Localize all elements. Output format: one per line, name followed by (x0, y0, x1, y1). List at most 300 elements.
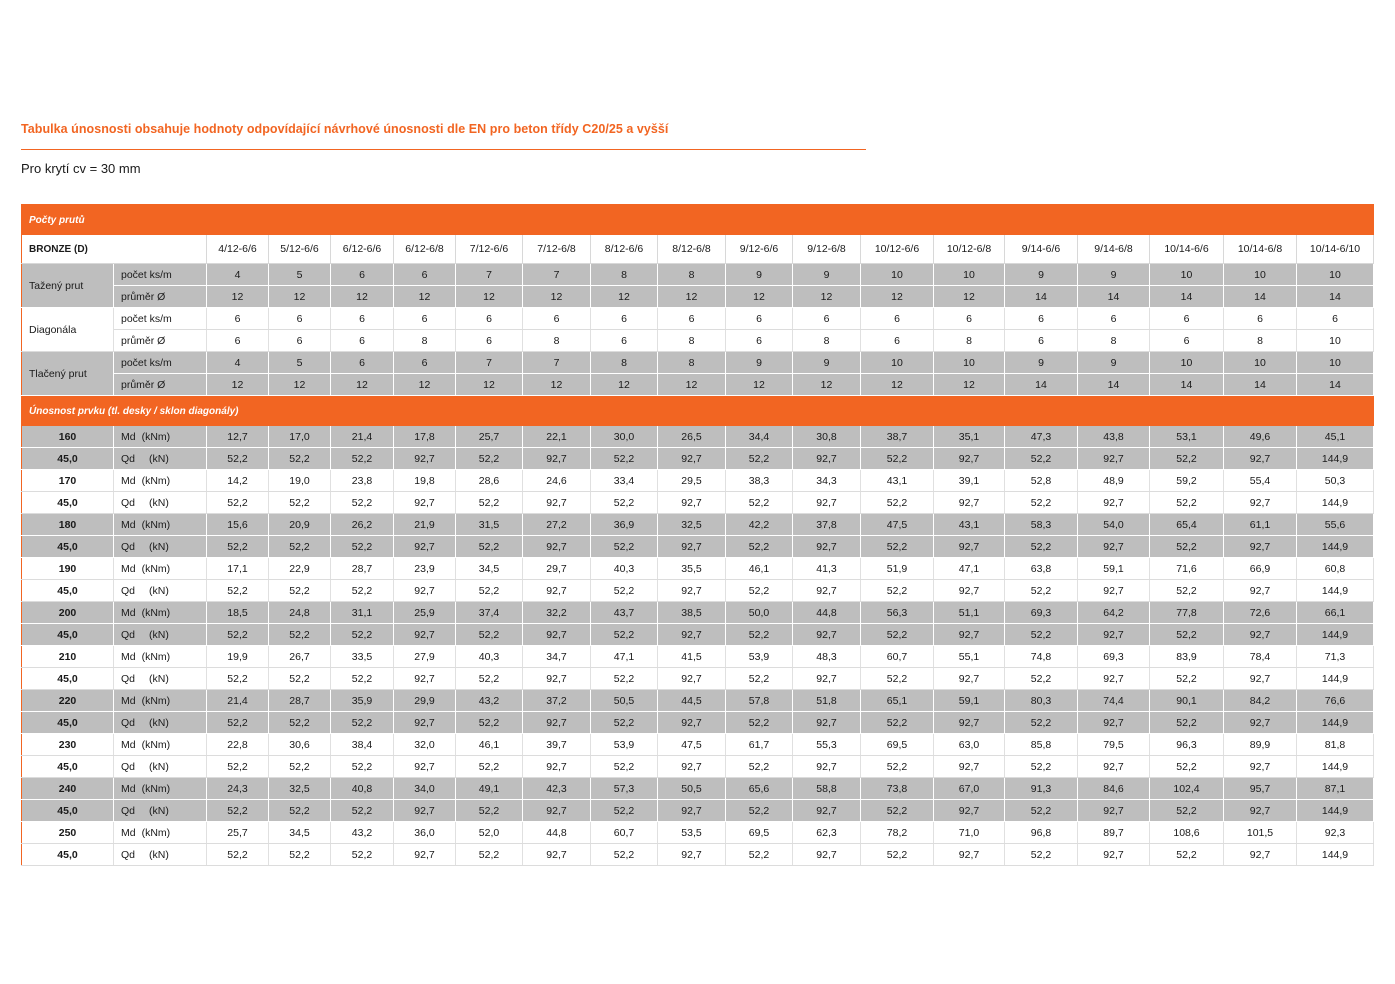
table-cell: 74,8 (1005, 646, 1078, 668)
table-cell: 92,7 (658, 800, 726, 822)
table-row (22, 470, 1374, 492)
table-cell: 144,9 (1297, 448, 1374, 470)
table-cell: 92,7 (1224, 536, 1297, 558)
table-cell: 52,2 (456, 844, 523, 866)
table-cell: 21,4 (331, 426, 394, 448)
table-cell: 52,2 (591, 712, 658, 734)
table-cell: 52,2 (331, 492, 394, 514)
table-cell: 92,7 (793, 536, 861, 558)
table-row (22, 558, 1374, 580)
table-cell: 52,2 (207, 492, 269, 514)
table-cell: 32,5 (658, 514, 726, 536)
quantity-symbol: Qd (121, 628, 136, 641)
table-cell: 48,9 (1078, 470, 1150, 492)
table-cell: 10 (861, 352, 934, 374)
quantity-symbol: Md (121, 518, 136, 531)
table-cell: 12 (658, 286, 726, 308)
table-cell: 50,5 (591, 690, 658, 712)
table-cell: 52,2 (726, 712, 793, 734)
slab-thickness: 180 (22, 514, 114, 536)
quantity-unit: (kNm) (141, 562, 171, 575)
table-cell: 52,0 (456, 822, 523, 844)
quantity-unit: (kN) (149, 452, 169, 465)
table-cell: 92,7 (658, 448, 726, 470)
column-header: 6/12-6/6 (331, 235, 394, 264)
table-cell: 52,2 (456, 580, 523, 602)
table-cell: 43,2 (456, 690, 523, 712)
table-cell: 34,3 (793, 470, 861, 492)
table-cell: 9 (726, 352, 793, 374)
column-header: 10/12-6/8 (934, 235, 1005, 264)
quantity-unit: (kN) (149, 584, 169, 597)
table-cell: 52,2 (1005, 624, 1078, 646)
table-cell: 52,2 (1005, 712, 1078, 734)
table-cell: 12 (793, 286, 861, 308)
diagonal-angle: 45,0 (22, 536, 114, 558)
table-cell: 24,6 (523, 470, 591, 492)
table-cell: 144,9 (1297, 844, 1374, 866)
table-cell: 92,7 (523, 712, 591, 734)
table-cell: 52,2 (591, 492, 658, 514)
table-cell: 92,7 (394, 756, 456, 778)
table-cell: 34,5 (269, 822, 331, 844)
table-cell: 52,2 (207, 844, 269, 866)
table-cell: 38,7 (861, 426, 934, 448)
table-cell: 90,1 (1150, 690, 1224, 712)
table-cell: 6 (726, 330, 793, 352)
capacity-table-container (21, 204, 1373, 866)
table-cell: 54,0 (1078, 514, 1150, 536)
column-header: 10/14-6/6 (1150, 235, 1224, 264)
column-header: 9/14-6/8 (1078, 235, 1150, 264)
table-cell: 9 (1005, 264, 1078, 286)
table-cell: 52,2 (269, 844, 331, 866)
table-cell: 92,7 (1224, 756, 1297, 778)
table-cell: 95,7 (1224, 778, 1297, 800)
table-cell: 39,1 (934, 470, 1005, 492)
table-cell: 144,9 (1297, 800, 1374, 822)
table-cell: 6 (394, 264, 456, 286)
table-cell: 92,7 (793, 448, 861, 470)
table-cell: 55,1 (934, 646, 1005, 668)
table-cell: 92,7 (523, 580, 591, 602)
table-cell: 39,7 (523, 734, 591, 756)
table-cell: 74,4 (1078, 690, 1150, 712)
table-row (22, 800, 1374, 822)
table-cell: 71,6 (1150, 558, 1224, 580)
table-cell: 41,5 (658, 646, 726, 668)
table-cell: 52,2 (331, 800, 394, 822)
table-cell: 61,7 (726, 734, 793, 756)
table-cell: 92,7 (658, 624, 726, 646)
table-cell: 84,2 (1224, 690, 1297, 712)
quantity-symbol: Qd (121, 760, 136, 773)
table-cell: 57,8 (726, 690, 793, 712)
table-cell: 52,2 (1005, 800, 1078, 822)
table-row (22, 822, 1374, 844)
table-cell: 28,6 (456, 470, 523, 492)
table-cell: 53,9 (591, 734, 658, 756)
table-cell: 63,8 (1005, 558, 1078, 580)
quantity-symbol: Qd (121, 452, 136, 465)
quantity-label (114, 800, 207, 822)
table-cell: 24,3 (207, 778, 269, 800)
table-cell: 14 (1078, 374, 1150, 396)
quantity-symbol: Qd (121, 496, 136, 509)
table-cell: 35,1 (934, 426, 1005, 448)
table-cell: 80,3 (1005, 690, 1078, 712)
table-cell: 19,0 (269, 470, 331, 492)
table-cell: 52,2 (207, 536, 269, 558)
table-cell: 52,2 (861, 668, 934, 690)
table-cell: 52,2 (591, 800, 658, 822)
table-cell: 52,2 (861, 624, 934, 646)
table-cell: 44,8 (793, 602, 861, 624)
table-cell: 51,1 (934, 602, 1005, 624)
cover-note: Pro krytí cv = 30 mm (21, 161, 141, 176)
table-cell: 10 (934, 352, 1005, 374)
table-cell: 52,2 (591, 668, 658, 690)
table-cell: 52,2 (207, 756, 269, 778)
table-cell: 52,2 (861, 448, 934, 470)
table-cell: 52,2 (591, 756, 658, 778)
table-cell: 92,7 (658, 580, 726, 602)
page-heading: Tabulka únosnosti obsahuje hodnoty odpovídající návrhové únosnosti dle EN pro beton třídy C20/25 a vyšší (21, 122, 669, 136)
section-header-row (22, 205, 1374, 236)
column-header-row (22, 235, 1374, 264)
table-cell: 59,1 (1078, 558, 1150, 580)
table-cell: 73,8 (861, 778, 934, 800)
table-cell: 12 (591, 286, 658, 308)
table-cell: 60,8 (1297, 558, 1374, 580)
quantity-label (114, 558, 207, 580)
table-cell: 48,3 (793, 646, 861, 668)
quantity-symbol: Qd (121, 540, 136, 553)
table-cell: 144,9 (1297, 756, 1374, 778)
table-cell: 52,2 (726, 580, 793, 602)
table-cell: 52,2 (1150, 668, 1224, 690)
table-cell: 22,9 (269, 558, 331, 580)
table-cell: 52,2 (207, 448, 269, 470)
table-cell: 8 (658, 264, 726, 286)
table-cell: 26,2 (331, 514, 394, 536)
table-cell: 6 (207, 330, 269, 352)
table-cell: 59,2 (1150, 470, 1224, 492)
table-cell: 92,7 (394, 800, 456, 822)
table-cell: 21,4 (207, 690, 269, 712)
table-cell: 85,8 (1005, 734, 1078, 756)
table-cell: 23,9 (394, 558, 456, 580)
table-cell: 47,1 (591, 646, 658, 668)
table-cell: 52,2 (1005, 844, 1078, 866)
table-cell: 92,7 (1078, 492, 1150, 514)
table-cell: 37,4 (456, 602, 523, 624)
table-cell: 52,2 (1005, 492, 1078, 514)
quantity-label (114, 756, 207, 778)
quantity-symbol: Md (121, 826, 136, 839)
table-cell: 9 (793, 264, 861, 286)
table-cell: 92,7 (1224, 844, 1297, 866)
table-cell: 92,7 (1224, 448, 1297, 470)
table-cell: 12 (207, 286, 269, 308)
table-row (22, 712, 1374, 734)
table-cell: 144,9 (1297, 580, 1374, 602)
group-label: Tažený prut (22, 264, 114, 308)
table-cell: 12 (726, 286, 793, 308)
table-cell: 52,2 (1150, 844, 1224, 866)
table-cell: 92,3 (1297, 822, 1374, 844)
table-cell: 6 (269, 330, 331, 352)
quantity-symbol: Md (121, 738, 136, 751)
table-cell: 69,3 (1005, 602, 1078, 624)
table-cell: 52,2 (456, 668, 523, 690)
row-label: počet ks/m (114, 264, 207, 286)
table-cell: 92,7 (1224, 668, 1297, 690)
table-cell: 10 (1150, 264, 1224, 286)
quantity-unit: (kNm) (141, 650, 171, 663)
table-cell: 52,2 (207, 712, 269, 734)
table-cell: 37,8 (793, 514, 861, 536)
table-cell: 58,3 (1005, 514, 1078, 536)
table-cell: 52,2 (331, 624, 394, 646)
quantity-unit: (kNm) (141, 738, 171, 751)
table-cell: 69,5 (861, 734, 934, 756)
table-row (22, 646, 1374, 668)
table-cell: 52,2 (456, 536, 523, 558)
table-cell: 52,2 (456, 624, 523, 646)
table-cell: 92,7 (658, 844, 726, 866)
table-cell: 52,2 (269, 536, 331, 558)
table-cell: 60,7 (861, 646, 934, 668)
table-cell: 50,5 (658, 778, 726, 800)
table-cell: 92,7 (523, 448, 591, 470)
quantity-unit: (kN) (149, 716, 169, 729)
table-cell: 92,7 (1224, 800, 1297, 822)
table-cell: 17,8 (394, 426, 456, 448)
table-cell: 92,7 (1078, 844, 1150, 866)
table-row (22, 492, 1374, 514)
table-cell: 41,3 (793, 558, 861, 580)
table-cell: 43,1 (861, 470, 934, 492)
table-cell: 67,0 (934, 778, 1005, 800)
table-cell: 14 (1150, 286, 1224, 308)
table-cell: 26,7 (269, 646, 331, 668)
table-cell: 21,9 (394, 514, 456, 536)
table-cell: 52,2 (591, 624, 658, 646)
table-cell: 144,9 (1297, 668, 1374, 690)
section-header-row (22, 396, 1374, 427)
table-cell: 92,7 (658, 536, 726, 558)
table-cell: 12 (861, 286, 934, 308)
quantity-symbol: Qd (121, 672, 136, 685)
table-cell: 102,4 (1150, 778, 1224, 800)
table-cell: 12 (394, 374, 456, 396)
quantity-label (114, 470, 207, 492)
table-cell: 92,7 (1078, 536, 1150, 558)
table-cell: 6 (934, 308, 1005, 330)
table-cell: 44,5 (658, 690, 726, 712)
slab-thickness: 190 (22, 558, 114, 580)
table-cell: 52,2 (331, 448, 394, 470)
table-cell: 87,1 (1297, 778, 1374, 800)
table-row (22, 624, 1374, 646)
table-cell: 6 (1078, 308, 1150, 330)
table-cell: 7 (456, 352, 523, 374)
table-cell: 58,8 (793, 778, 861, 800)
table-cell: 12 (793, 374, 861, 396)
diagonal-angle: 45,0 (22, 756, 114, 778)
table-cell: 92,7 (523, 624, 591, 646)
table-cell: 14 (1297, 286, 1374, 308)
table-cell: 59,1 (934, 690, 1005, 712)
table-cell: 25,7 (207, 822, 269, 844)
table-cell: 17,1 (207, 558, 269, 580)
table-cell: 34,0 (394, 778, 456, 800)
table-cell: 65,4 (1150, 514, 1224, 536)
table-cell: 8 (658, 352, 726, 374)
table-cell: 92,7 (394, 580, 456, 602)
column-header: 7/12-6/8 (523, 235, 591, 264)
table-cell: 52,2 (1150, 536, 1224, 558)
table-cell: 38,4 (331, 734, 394, 756)
table-cell: 46,1 (456, 734, 523, 756)
quantity-unit: (kNm) (141, 606, 171, 619)
table-cell: 52,2 (861, 492, 934, 514)
quantity-symbol: Qd (121, 848, 136, 861)
table-cell: 37,2 (523, 690, 591, 712)
table-cell: 34,7 (523, 646, 591, 668)
series-label: BRONZE (D) (22, 235, 207, 264)
table-cell: 8 (934, 330, 1005, 352)
table-cell: 14 (1224, 286, 1297, 308)
table-cell: 52,2 (1005, 580, 1078, 602)
table-body (22, 205, 1374, 866)
table-row (22, 778, 1374, 800)
table-cell: 18,5 (207, 602, 269, 624)
table-cell: 12 (591, 374, 658, 396)
quantity-label (114, 690, 207, 712)
table-cell: 10 (1150, 352, 1224, 374)
table-cell: 7 (456, 264, 523, 286)
table-cell: 72,6 (1224, 602, 1297, 624)
table-cell: 55,4 (1224, 470, 1297, 492)
table-cell: 12 (207, 374, 269, 396)
table-cell: 52,2 (207, 800, 269, 822)
table-cell: 9 (1078, 352, 1150, 374)
table-cell: 92,7 (394, 668, 456, 690)
table-cell: 49,6 (1224, 426, 1297, 448)
quantity-unit: (kNm) (141, 826, 171, 839)
table-cell: 52,2 (861, 800, 934, 822)
table-cell: 19,8 (394, 470, 456, 492)
table-row (22, 426, 1374, 448)
table-cell: 92,7 (934, 712, 1005, 734)
table-cell: 34,5 (456, 558, 523, 580)
diagonal-angle: 45,0 (22, 800, 114, 822)
table-cell: 33,4 (591, 470, 658, 492)
quantity-symbol: Qd (121, 716, 136, 729)
table-cell: 14 (1078, 286, 1150, 308)
table-cell: 14,2 (207, 470, 269, 492)
table-cell: 47,3 (1005, 426, 1078, 448)
quantity-unit: (kN) (149, 760, 169, 773)
column-header: 9/12-6/6 (726, 235, 793, 264)
table-cell: 6 (591, 308, 658, 330)
table-cell: 42,3 (523, 778, 591, 800)
table-cell: 52,2 (1150, 756, 1224, 778)
table-cell: 92,7 (934, 580, 1005, 602)
quantity-label (114, 734, 207, 756)
table-cell: 52,2 (331, 536, 394, 558)
table-cell: 92,7 (523, 492, 591, 514)
table-cell: 92,7 (934, 492, 1005, 514)
quantity-symbol: Qd (121, 804, 136, 817)
table-cell: 81,8 (1297, 734, 1374, 756)
table-cell: 6 (269, 308, 331, 330)
table-cell: 6 (456, 308, 523, 330)
table-cell: 144,9 (1297, 492, 1374, 514)
table-cell: 34,4 (726, 426, 793, 448)
table-cell: 9 (1078, 264, 1150, 286)
quantity-unit: (kN) (149, 804, 169, 817)
table-row (22, 448, 1374, 470)
quantity-unit: (kN) (149, 540, 169, 553)
table-cell: 45,1 (1297, 426, 1374, 448)
table-cell: 52,2 (591, 448, 658, 470)
table-cell: 6 (861, 330, 934, 352)
table-cell: 69,3 (1078, 646, 1150, 668)
table-cell: 52,2 (269, 580, 331, 602)
table-cell: 92,7 (793, 492, 861, 514)
quantity-label (114, 602, 207, 624)
table-row (22, 330, 1374, 352)
table-cell: 144,9 (1297, 536, 1374, 558)
table-cell: 6 (1005, 308, 1078, 330)
slab-thickness: 230 (22, 734, 114, 756)
table-cell: 26,5 (658, 426, 726, 448)
table-cell: 8 (793, 330, 861, 352)
table-cell: 30,6 (269, 734, 331, 756)
table-cell: 71,3 (1297, 646, 1374, 668)
quantity-unit: (kNm) (141, 430, 171, 443)
table-cell: 42,2 (726, 514, 793, 536)
table-cell: 96,8 (1005, 822, 1078, 844)
quantity-unit: (kN) (149, 848, 169, 861)
table-cell: 92,7 (1224, 492, 1297, 514)
table-cell: 52,2 (456, 756, 523, 778)
table-cell: 12 (269, 286, 331, 308)
table-row (22, 536, 1374, 558)
table-row (22, 602, 1374, 624)
table-cell: 92,7 (523, 668, 591, 690)
table-cell: 108,6 (1150, 822, 1224, 844)
table-cell: 92,7 (934, 668, 1005, 690)
table-cell: 53,9 (726, 646, 793, 668)
quantity-unit: (kNm) (141, 474, 171, 487)
table-row (22, 580, 1374, 602)
table-cell: 62,3 (793, 822, 861, 844)
table-cell: 6 (331, 330, 394, 352)
table-cell: 25,7 (456, 426, 523, 448)
table-cell: 91,3 (1005, 778, 1078, 800)
table-cell: 14 (1224, 374, 1297, 396)
quantity-label (114, 448, 207, 470)
table-cell: 92,7 (1078, 756, 1150, 778)
table-cell: 52,2 (1150, 448, 1224, 470)
table-cell: 55,3 (793, 734, 861, 756)
table-cell: 29,9 (394, 690, 456, 712)
slab-thickness: 250 (22, 822, 114, 844)
